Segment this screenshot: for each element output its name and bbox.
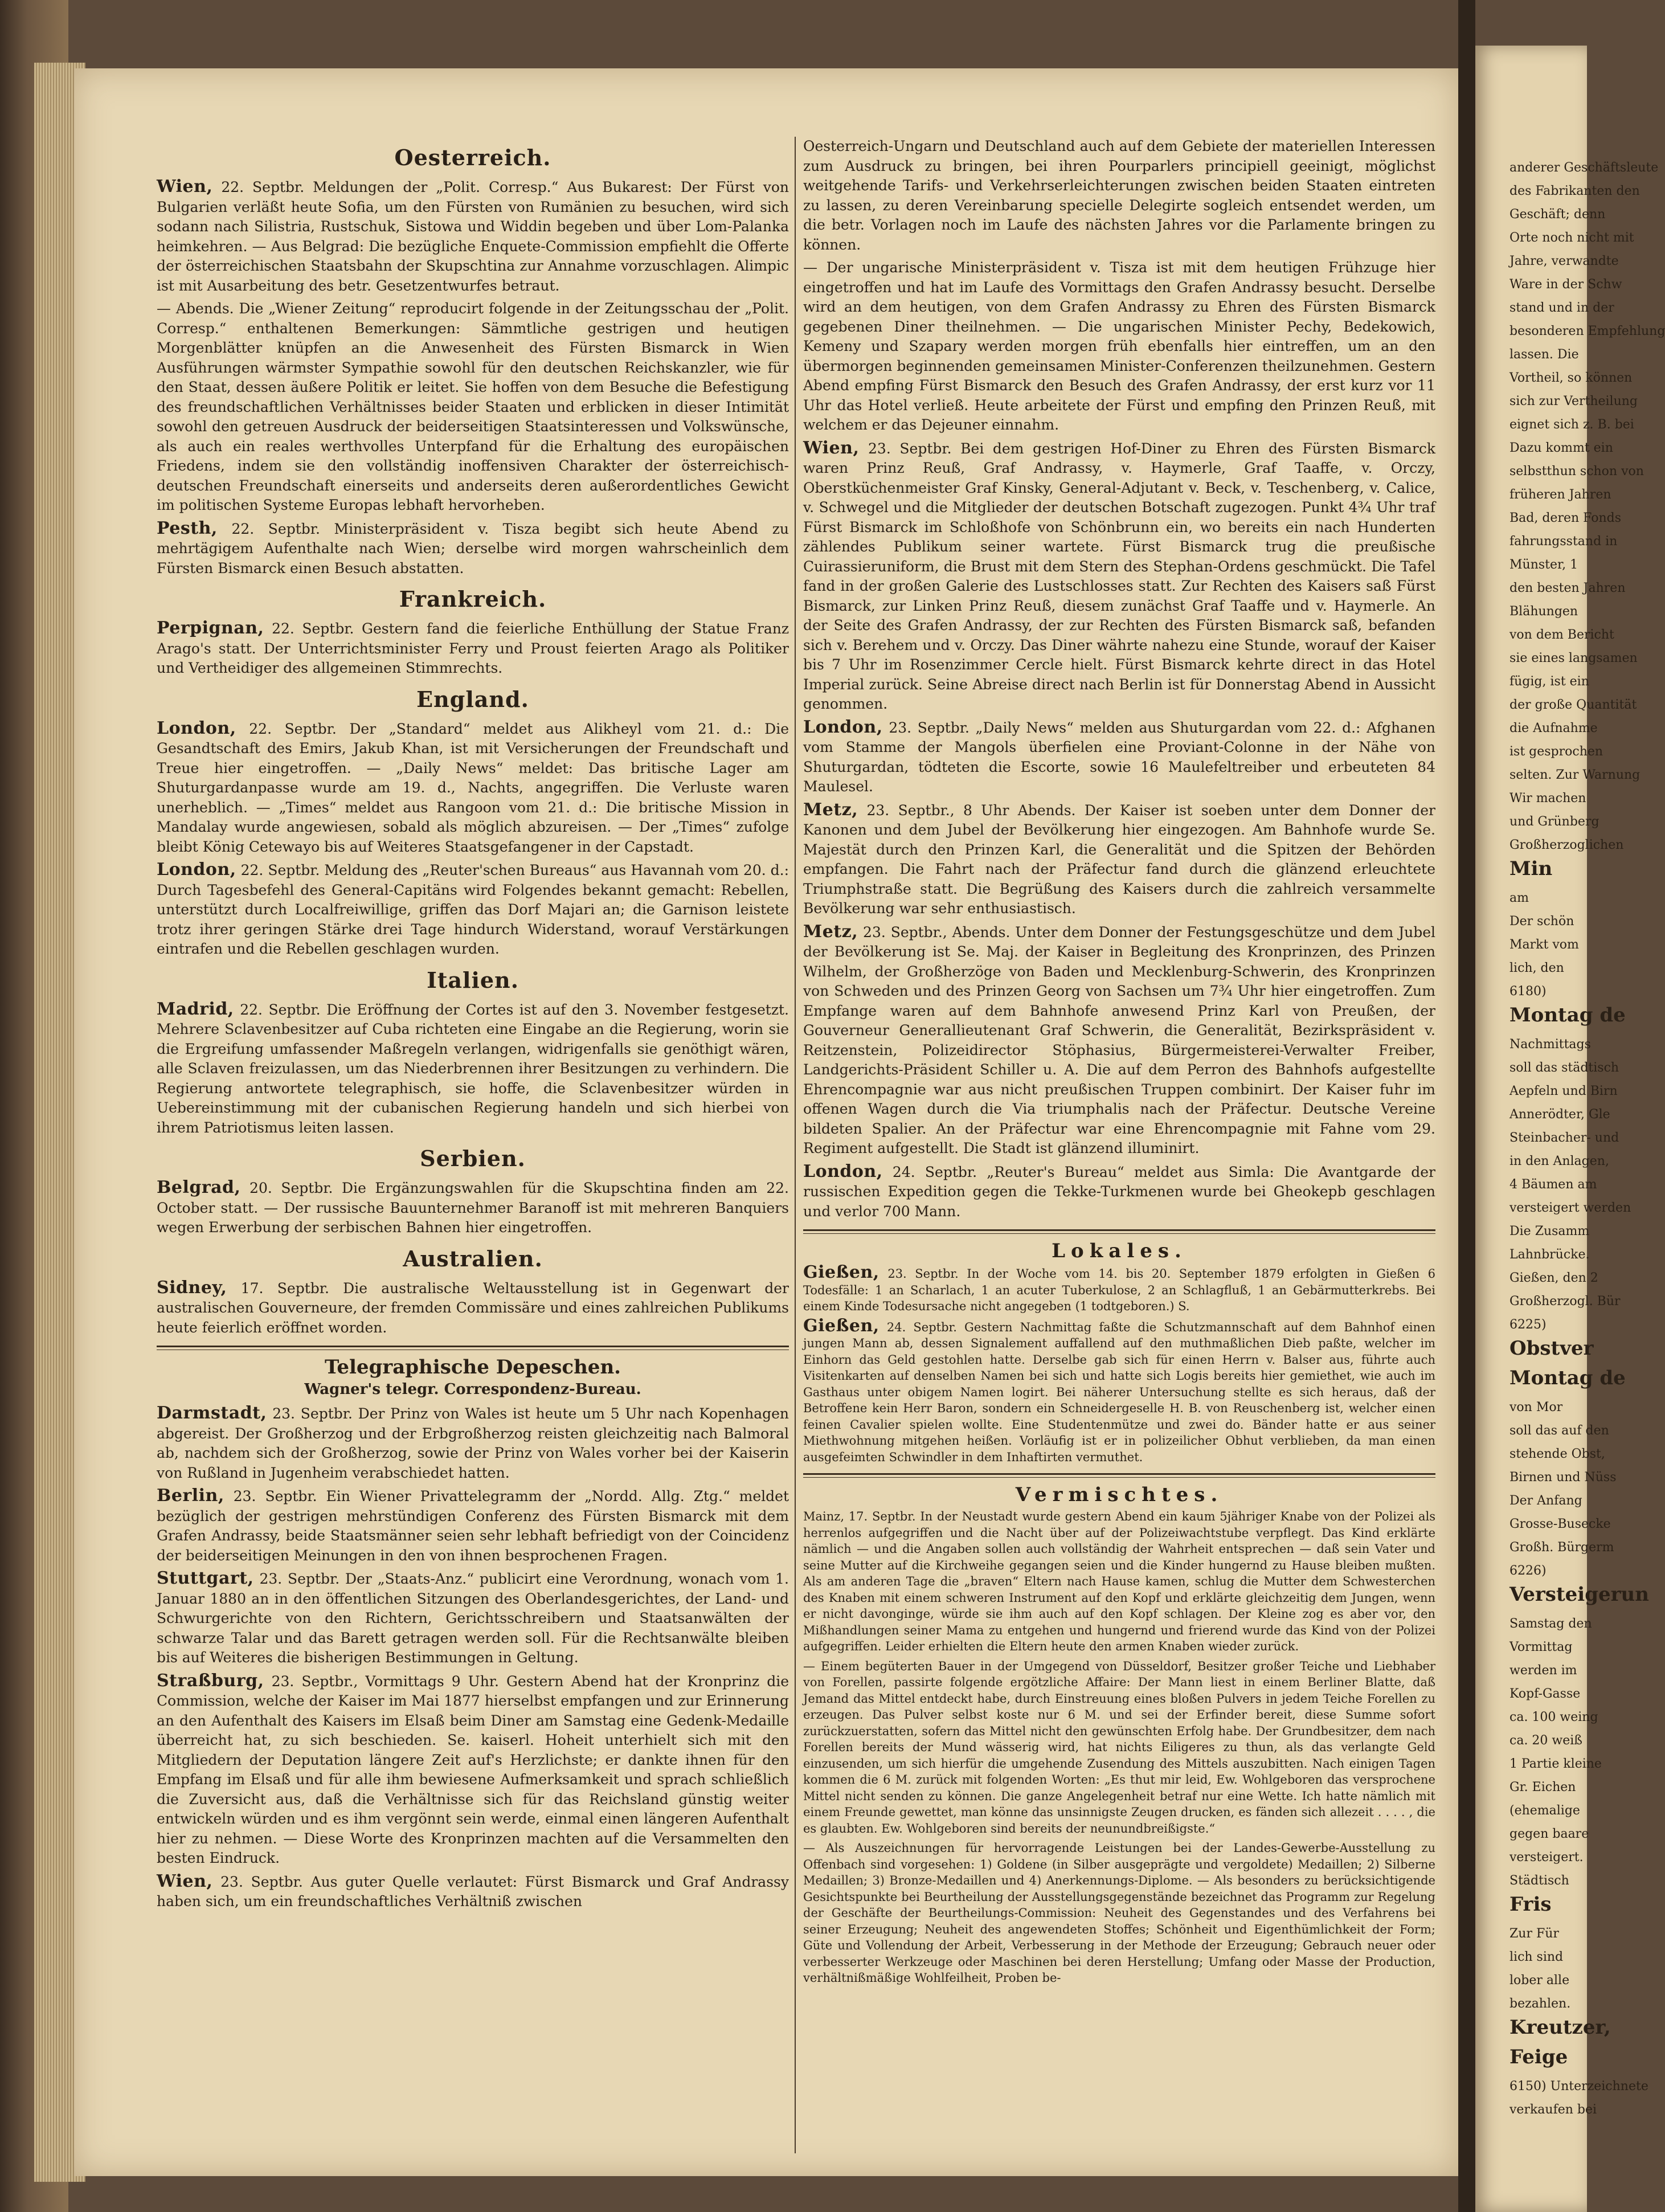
adjacent-page-fragment: Markt vom — [1509, 938, 1579, 952]
article-giessen-1 — [803, 1262, 1435, 1315]
article-text: 22. Septbr. Gestern fand die feierliche Enthüllung der Statue Franz Arago's statt. Der Unterrichtsminister Ferry und Proust feierten Arago als Politiker und Vertheidiger des allgemeinen Stimmrechts. — [157, 620, 789, 676]
vermischtes-section — [803, 1508, 1435, 1986]
place-name: London, — [157, 718, 236, 738]
adjacent-page-fragment: Blähungen — [1509, 604, 1578, 619]
place-name: Gießen, — [803, 1315, 879, 1336]
article-text: 24. Septbr. Gestern Nachmittag faßte die Schutzmannschaft auf dem Bahnhof einen jungen Mann ab, dessen Signalement auffallend auf den muthmaßlichen Dieb paßte, welcher im Einhorn das Geld gestohlen hatte. Derselbe gab sich für einen Herrn v. Balser aus, führte auch Visitenkarten auf denselben Namen bei sich und hatte sich Logis bereits hier gemiethet, wie auch im Gasthaus unter obigem Namen logirt. Bei näherer Untersuchung stellte es sich heraus, daß der Betroffene kein Herr Baron, sondern ein Schneidergeselle H. B. von Reuschenberg ist, welcher einen feinen Cavalier spielen wollte. Eine Studentenmütze und zwei do. Bänder hatte er aus seiner Miethwohnung mitgehen heißen. Vorläufig ist er in polizeilicher Obhut verblieben, da man einen ausgefeimten Schwindler in dem Inhaftirten vermuthet. — [803, 1320, 1435, 1464]
article-madrid — [157, 1000, 789, 1138]
adjacent-page-fragment: 6225) — [1509, 1318, 1547, 1332]
article-perpignan — [157, 619, 789, 678]
adjacent-page-fragment: ist gesprochen — [1509, 745, 1603, 759]
adjacent-page-fragment: Ware in der Schw — [1509, 277, 1622, 292]
adjacent-page-fragment: in den Anlagen, — [1509, 1154, 1609, 1168]
heading-italien: Italien. — [427, 967, 519, 993]
adjacent-page-fragment: Feige — [1509, 2046, 1568, 2068]
article-wien-4 — [803, 439, 1435, 714]
place-name: Belgrad, — [157, 1177, 241, 1197]
article-strassburg — [157, 1671, 789, 1868]
article-text: 23. Septbr. Bei dem gestrigen Hof-Diner zu Ehren des Fürsten Bismarck waren Prinz Reuß, Graf Andrassy, v. Haymerle, Graf Taaffe, v. Orczy, Oberstküchenmeister Graf Kinsky, General-Adjutant v. Beck, v. Teschenberg, v. Calice, v. Schwegel und die Mitglieder der deutschen Botschaft zugezogen. Punkt 4¾ Uhr traf Fürst Bismarck im Schloßhofe von Schönbrunn ein, wo bereits ein nach Hunderten zählendes Publikum seiner wartete. Fürst Bismarck trug die preußische Cuirassieruniform, die Brust mit dem Stern des Stephan-Ordens geschmückt. Die Tafel fand in der großen Galerie des Lustschlosses statt. Zur Rechten des Kaisers saß Fürst Bismarck, zur Linken Prinz Reuß, diesem zunächst Graf Taaffe und v. Haymerle. An der Seite des Grafen Andrassy, der zur Rechten des Fürsten Bismarck saß, befanden sich v. Berehem und v. Orczy. Das Diner währte nahezu eine Stunde, worauf der Kaiser bis 7 Uhr im Rosenzimmer Cercle hielt. Fürst Bismarck kehrte direct in das Hotel Imperial zurück. Seine Abreise direct nach Berlin ist für Donnerstag Abend in Aussicht genommen. — [803, 440, 1435, 712]
adjacent-page-fragment: Bad, deren Fonds — [1509, 511, 1622, 525]
adjacent-page-fragment: lober alle — [1509, 1973, 1570, 1988]
adjacent-page-fragment: stand und in der — [1509, 301, 1614, 315]
article-london-2 — [157, 860, 789, 959]
place-name: Metz, — [803, 921, 858, 942]
left-column — [157, 137, 789, 1915]
adjacent-page-fragment: Großh. Bürgerm — [1509, 1540, 1614, 1555]
adjacent-page-fragment: Vormittag — [1509, 1640, 1573, 1654]
heading-england: England. — [416, 686, 529, 712]
article-london-3 — [803, 718, 1435, 797]
article-stuttgart — [157, 1569, 789, 1668]
adjacent-page-fragment: versteigert werden — [1509, 1201, 1631, 1215]
adjacent-page-fragment: der große Quantität — [1509, 698, 1637, 712]
adjacent-page-fragment: Kopf-Gasse — [1509, 1687, 1581, 1701]
article-text: 23. Septbr. „Daily News“ melden aus Shuturgardan vom 22. d.: Afghanen vom Stamme der Mangols überfielen eine Proviant-Colonne in der Nähe von Shuturgardan, tödteten die Escorte, sowie 16 Maulefeltreiber und erbeuteten 84 Maulesel. — [803, 719, 1435, 795]
adjacent-page-fragment: den besten Jahren — [1509, 581, 1626, 595]
place-name: London, — [803, 1161, 883, 1181]
article-text: 23. Septbr. Ein Wiener Privattelegramm der „Nordd. Allg. Ztg.“ meldet bezüglich der gestrigen mehrstündigen Conferenz des Fürsten Bismarck mit dem Grafen Andrassy, beide Staatsmänner seien sehr lebhaft befriedigt von der Coincidenz der beiderseitigen Meinungen in den von ihnen besprochenen Fragen. — [157, 1488, 789, 1564]
adjacent-page-fragment: Städtisch — [1509, 1874, 1569, 1888]
place-name: Metz, — [803, 799, 858, 820]
article-text: 22. Septbr. Die Eröffnung der Cortes ist auf den 3. November festgesetzt. Mehrere Sclavenbesitzer auf Cuba richteten eine Eingabe an die Regierung, worin sie die Ergreifung umfassender Maßregeln verlangen, widrigenfalls sie genöthigt wären, alle Sclaven freizulassen, um das Niederbrennen ihrer Besitzungen zu verhindern. Die Regierung antwortete telegraphisch, sie hoffe, die Sclavenbesitzer würden in Uebereinstimmung mit der cubanischen Regierung handeln und sich hierbei von ihrem Patriotismus leiten lassen. — [157, 1001, 789, 1136]
place-name: Darmstadt, — [157, 1403, 267, 1423]
adjacent-page-fragment: 4 Bäumen am — [1509, 1177, 1597, 1192]
adjacent-page-fragment: Die Zusamm — [1509, 1224, 1590, 1238]
adjacent-page-fragment: (ehemalige — [1509, 1804, 1580, 1818]
adjacent-page-fragment: Aepfeln und Birn — [1509, 1084, 1618, 1098]
article-london-1 — [157, 719, 789, 857]
adjacent-page-fragment: des Fabrikanten den — [1509, 184, 1640, 198]
article-offenbach: — Als Auszeichnungen für hervorragende Leistungen bei der Landes-Gewerbe-Ausstellung zu Offenbach sind vorgesehen: 1) Goldene (in Silber ausgeprägte und vergoldete) Medaillen; 2) Silberne Medaillen; 3) Bronze-Medaillen und 4) Anerkennungs-Diplome. — Als besonders zu berücksichtigende Gesichtspunkte bei Beurtheilung der Ausstellungsgegenstände bezeichnet das Programm zur Regelung der Geschäfte der Beurtheilungs-Commission: Neuheit des Gegenstandes und des Verfahrens bei seiner Erzeugung; Neuheit des angewendeten Stoffes; Schönheit und Eigenthümlichkeit der Form; Güte und Vollendung der Arbeit, Verbesserung in der Methode der Erzeugung; Gebrauch neuer oder verbesserter Werkzeuge oder Maschinen bei deren Herstellung; Umfang oder Masse der Production, verhältnißmäßige Wohlfeilheit, Proben be- — [803, 1841, 1435, 1985]
place-name: Perpignan, — [157, 618, 264, 638]
article-text: 22. Septbr. Ministerpräsident v. Tisza begibt sich heute Abend zu mehrtägigem Aufenthalte nach Wien; derselbe wird morgen wahrscheinlich dem Fürsten Bismarck einen Besuch abstatten. — [157, 520, 789, 576]
adjacent-page-fragment: Wir machen — [1509, 791, 1586, 806]
adjacent-page-fragment: von dem Bericht — [1509, 628, 1614, 642]
article-mainz: Mainz, 17. Septbr. In der Neustadt wurde gestern Abend ein kaum 5jähriger Knabe von der Polizei als herrenlos aufgegriffen und die Nacht über auf der Polizeiwachtstube verpflegt. Das Kind erklärte nämlich — und die Angaben sollen auch vollständig der Wahrheit entsprechen — daß sein Vater und seine Mutter auf die Kirchweihe gegangen seien und die Kinder hungernd zu Hause bleiben mußten. Als am anderen Tage die „braven“ Eltern nach Hause kamen, schlug die Mutter dem Schwesterchen des Knaben mit einem schweren Instrument auf den Kopf und erklärte gleichzeitig dem Jungen, wenn er nicht davonginge, würde sie ihm auch auf den Kopf schlagen. Der Kleine zog es aber vor, den Mißhandlungen seiner Mama zu entgehen und hungernd und frierend wurde das Kind von der Polizei aufgegriffen. Leider erhielten die Eltern heute den armen Knaben wieder zurück. — [803, 1510, 1435, 1653]
place-name: Wien, — [157, 1871, 213, 1891]
heading-telegraphische-depeschen: Telegraphische Depeschen. — [324, 1356, 621, 1379]
article-text: 23. Septbr., 8 Uhr Abends. Der Kaiser ist soeben unter dem Donner der Kanonen und dem Jubel der Bevölkerung hier eingezogen. Am Bahnhofe wurde Se. Majestät durch den Prinzen Karl, die Generalität und die Spitzen der Behörden empfangen. Die Fahrt nach der Präfectur fand durch die glänzend erleuchtete Triumphstraße statt. Die Begrüßung des Kaisers durch die zahlreich versammelte Bevölkerung war sehr enthusiastisch. — [803, 802, 1435, 917]
adjacent-page-fragment: lich, den — [1509, 961, 1564, 975]
adjacent-page-fragment: 6226) — [1509, 1564, 1547, 1578]
article-london-4 — [803, 1162, 1435, 1222]
place-name: Straßburg, — [157, 1670, 264, 1691]
place-name: Gießen, — [803, 1262, 879, 1282]
article-text: 22. Septbr. Meldungen der „Polit. Corresp.“ Aus Bukarest: Der Fürst von Bulgarien verläßt heute Sofia, um den Fürsten von Rumänien zu besuchen, wird sich sodann nach Silistria, Rustschuk, Sistowa und Widdin begeben und über Lom-Palanka heimkehren. — Aus Belgrad: Die bezügliche Enquete-Commission empfiehlt die Offerte der österreichischen Staatsbahn der Skupschtina zur Annahme vorzuschlagen. Alimpic ist mit Ausarbeitung des betr. Gesetzentwurfes betraut. — [157, 179, 789, 294]
adjacent-page-fragment: soll das städtisch — [1509, 1061, 1619, 1075]
place-name: Wien, — [803, 438, 860, 458]
adjacent-page-fragment: gegen baare — [1509, 1827, 1589, 1841]
article-wien-2: — Abends. Die „Wiener Zeitung“ reproducirt folgende in der Zeitungsschau der „Polit. Corresp.“ enthaltenen Bemerkungen: Sämmtliche gestrigen und heutigen Morgenblätter knüpfen an die Anwesenheit des Fürsten Bismarck in Wien Ausführungen wärmster Sympathie sowohl für den deutschen Reichskanzler, wie für den Staat, dessen äußere Politik er leitet. Sie hoffen von dem Besuche die Befestigung des freundschaftlichen Verhältnisses beider Staaten und erblicken in dieser Intimität sowohl den getreuen Ausdruck der beiderseitigen Staatsinteressen und Volkswünsche, als auch ein reales werthvolles Unterpfand für die Erhaltung des europäischen Friedens, indem sie den vollständig inoffensiven Charakter der österreichisch-deutschen Freundschaft einerseits und anderseits deren außerordentliches Gewicht im politischen Systeme Europas lebhaft hervorheben. — [157, 300, 789, 513]
adjacent-page-fragment: Annerödter, Gle — [1509, 1107, 1610, 1122]
section-divider — [803, 1229, 1435, 1234]
column-rule — [795, 137, 796, 2153]
place-name: Madrid, — [157, 999, 234, 1019]
adjacent-page-fragment: selten. Zur Warnung — [1509, 768, 1641, 782]
adjacent-page-fragment: Großherzogl. Bür — [1509, 1294, 1621, 1309]
place-name: London, — [157, 860, 236, 880]
article-giessen-2 — [803, 1315, 1435, 1466]
adjacent-page-fragment: selbstthun schon von — [1509, 464, 1644, 479]
adjacent-page-fragment: am — [1509, 891, 1529, 905]
adjacent-page-edge — [1475, 46, 1665, 2212]
article-pesth — [157, 519, 789, 579]
adjacent-page-fragment: und Grünberg — [1509, 815, 1599, 829]
adjacent-page-fragment: früheren Jahren — [1509, 488, 1611, 502]
adjacent-page-fragment: die Aufnahme — [1509, 721, 1598, 735]
place-name: Wien, — [157, 177, 213, 197]
article-sidney — [157, 1278, 789, 1338]
adjacent-page-fragment: Nachmittags — [1509, 1037, 1591, 1052]
adjacent-page-fragment: 6180) — [1509, 984, 1547, 999]
heading-australien: Australien. — [403, 1245, 543, 1271]
adjacent-page-fragment: Großherzoglichen — [1509, 838, 1624, 852]
adjacent-page-fragment: Montag de — [1509, 1367, 1626, 1389]
article-text: 23. Septbr. Aus guter Quelle verlautet: Fürst Bismarck und Graf Andrassy haben sich, um ein freundschaftliches Verhältniß zwischen — [157, 1873, 789, 1910]
adjacent-page-fragment: Der Anfang — [1509, 1494, 1582, 1508]
article-text: 22. Septbr. Meldung des „Reuter'schen Bureaus“ aus Havannah vom 20. d.: Durch Tagesbefehl des General-Capitäns wird Folgendes bekannt gemacht: Rebellen, unterstützt durch Localfreiwillige, griffen das Dorf Majari an; die Garnison leistete trotz ihrer geringen Stärke drei Tage hindurch Widerstand, worauf Verstärkungen eintrafen und die Rebellen geschlagen wurden. — [157, 862, 789, 957]
adjacent-page-fragment: besonderen Empfehlung — [1509, 324, 1665, 338]
adjacent-page-fragment: fahrungsstand in — [1509, 534, 1618, 549]
adjacent-page-fragment: lassen. Die — [1509, 347, 1579, 362]
adjacent-page-fragment: Geschäft; denn — [1509, 207, 1606, 222]
article-wien-continued: Oesterreich-Ungarn und Deutschland auch auf dem Gebiete der materiellen Interessen zum Ausdruck zu bringen, bei ihren Pourparlers principiell geeinigt, möglichst weitgehende Tarifs- und Verkehrserleichterungen zwischen beiden Staaten eintreten zu lassen, zu deren Vereinbarung specielle Delegirte sogleich entsendet werden, um die betr. Vorlagen noch im Laufe des nächsten Jahres vor die Parlamente bringen zu können. — [803, 138, 1435, 253]
adjacent-page-fragment: versteigert. — [1509, 1850, 1584, 1865]
adjacent-page-fragment: Jahre, verwandte — [1509, 254, 1619, 268]
heading-oesterreich: Oesterreich. — [394, 145, 551, 170]
place-name: Stuttgart, — [157, 1568, 254, 1588]
article-text: 23. Septbr., Vormittags 9 Uhr. Gestern Abend hat der Kronprinz die Commission, welche der Kaiser im Mai 1877 hierselbst empfangen und zur Erinnerung an den Aufenthalt des Kaisers im Elsaß beim Diner am Samstag eine Gedenk-Medaille überreicht hat, zu sich beschieden. Se. kaiserl. Hoheit unterhielt sich mit den Mitgliedern der Deputation längere Zeit auf's Herzlichste; er dankte ihnen für den Empfang im Elsaß und für alle ihm bewiesene Aufmerksamkeit und sprach schließlich die Zuversicht aus, daß die Verhältnisse sich für das Reichsland günstig weiter entwickeln würden und es ihm vergönnt sein werde, einmal einen längeren Aufenthalt hier zu nehmen. — Diese Worte des Kronprinzen machten auf die Versammelten den besten Eindruck. — [157, 1673, 789, 1866]
adjacent-page-fragment: bezahlen. — [1509, 1997, 1571, 2011]
article-darmstadt — [157, 1404, 789, 1483]
adjacent-page-fragment: sich zur Vertheilung — [1509, 394, 1638, 408]
adjacent-page-fragment: stehende Obst, — [1509, 1447, 1605, 1461]
adjacent-page-fragment: Montag de — [1509, 1004, 1626, 1027]
adjacent-page-fragment: ca. 20 weiß — [1509, 1733, 1582, 1748]
article-text: 24. Septbr. „Reuter's Bureau“ meldet aus Simla: Die Avantgarde der russischen Expedition gegen die Tekke-Turkmenen wurde bei Gheokepb geschlagen und verlor 700 Mann. — [803, 1163, 1435, 1220]
adjacent-page-fragment: werden im — [1509, 1663, 1577, 1678]
article-text: 22. Septbr. Der „Standard“ meldet aus Alikheyl vom 21. d.: Die Gesandtschaft des Emirs, Jakub Khan, ist mit Versicherungen der Freundschaft und Treue hier eingetroffen. — „Daily News“ meldet: Das britische Lager am Shuturgardanpasse wurde am 19. d., Nachts, angegriffen. Die Verluste waren unerheblich. — „Times“ meldet aus Rangoon vom 21. d.: Die britische Mission in Mandalay wurde angewiesen, sobald als möglich abzureisen. — Der „Times“ zufolge bleibt König Cetewayo bis auf Weiteres Staatsgefangener in der Capstadt. — [157, 720, 789, 855]
adjacent-page-fragment: sie eines langsamen — [1509, 651, 1638, 665]
heading-lokales: Lokales. — [1052, 1240, 1187, 1262]
article-text: 23. Septbr. Der Prinz von Wales ist heute um 5 Uhr nach Kopenhagen abgereist. Der Großherzog und der Erbgroßherzog reisten gleichzeitig nach Balmoral ab, nachdem sich der Großherzog, sowie der Prinz von Wales vorher bei der Kaiserin von Rußland in Jugenheim verabschiedet hatten. — [157, 1405, 789, 1481]
adjacent-page-fragment: lich sind — [1509, 1950, 1564, 1964]
adjacent-page-fragment: Steinbacher- und — [1509, 1131, 1619, 1145]
adjacent-page-fragment: 1 Partie kleine — [1509, 1757, 1602, 1771]
adjacent-page-fragment: Zur Für — [1509, 1927, 1559, 1941]
adjacent-page-fragment: Grosse-Busecke — [1509, 1517, 1611, 1531]
article-metz-1 — [803, 800, 1435, 919]
heading-frankreich: Frankreich. — [399, 586, 547, 612]
place-name: Pesth, — [157, 518, 218, 538]
place-name: Sidney, — [157, 1277, 227, 1298]
section-divider — [157, 1346, 789, 1350]
adjacent-page-fragment: 6150) Unterzeichnete — [1509, 2079, 1648, 2094]
newspaper-page — [74, 68, 1458, 2176]
article-wien-3 — [157, 1872, 789, 1912]
adjacent-page-fragment: Vortheil, so können — [1509, 371, 1633, 385]
section-divider — [803, 1473, 1435, 1478]
adjacent-page-fragment: Versteigerun — [1509, 1583, 1649, 1606]
adjacent-page-fragment: Obstver — [1509, 1337, 1594, 1360]
heading-serbien: Serbien. — [420, 1146, 526, 1171]
right-column — [803, 137, 1435, 1990]
article-text: 23. Septbr. In der Woche vom 14. bis 20. September 1879 erfolgten in Gießen 6 Todesfälle: 1 an Scharlach, 1 an acuter Tuberkulose, 2 an Schlagfluß, 1 an Gebärmutterkrebs. Bei einem Kinde Todesursache nicht angegeben (1 todtgeboren.) S. — [803, 1267, 1435, 1313]
article-text: 23. Septbr., Abends. Unter dem Donner der Festungsgeschütze und dem Jubel der Bevölkerung ist Se. Maj. der Kaiser in Begleitung des Kronprinzen, des Prinzen Wilhelm, der Großherzöge von Baden und Mecklenburg-Schwerin, des Kronprinzen von Schweden und des Prinzen Georg von Sachsen um 7¾ Uhr hier eingetroffen. Zum Empfange waren auf dem Bahnhofe anwesend Prinz Karl von Preußen, der Gouverneur Generallieutenant Graf Schwerin, die Generalität, Bezirkspräsident v. Reitzenstein, Polizeidirector Stöphasius, Bürgermeisterei-Verwalter Freiber, Landgerichts-Präsident Schiller u. A. Die auf dem Perron des Bahnhofs aufgestellte Ehrencompagnie war aus nicht preußischen Truppen combinirt. Der Kaiser fuhr im offenen Wagen durch die Via triumphalis nach der Präfectur. Deutsche Vereine bildeten Spalier. An der Präfectur war eine Ehrencompagnie mit Fahne vom 29. Regiment aufgestellt. Die Stadt ist glänzend illuminirt. — [803, 923, 1435, 1156]
article-wien-1 — [157, 177, 789, 296]
lokales-section — [803, 1262, 1435, 1465]
adjacent-page-fragment: Gr. Eichen — [1509, 1780, 1576, 1794]
article-tisza: — Der ungarische Ministerpräsident v. Tisza ist mit dem heutigen Frühzuge hier eingetroffen und hat im Laufe des Vormittags den Grafen Andrassy besucht. Derselbe wird an dem heutigen, von dem Grafen Andrassy zu Ehren des Fürsten Bismarck gegebenen Diner theilnehmen. — Die ungarischen Minister Pechy, Bedekowich, Kemeny und Szapary werden morgen früh ebenfalls hier eintreffen, um an den übermorgen beginnenden gemeinsamen Minister-Conferenzen theilzunehmen. Gestern Abend empfing Fürst Bismarck den Besuch des Grafen Andrassy, der erst kurz vor 11 Uhr das Hotel verließ. Heute arbeitete der Fürst und empfing den Prinzen Reuß, mit welchem er das Dejeuner einnahm. — [803, 259, 1435, 433]
adjacent-page-fragment: Kreutzer, — [1509, 2016, 1611, 2039]
adjacent-page-fragment: Orte noch nicht mit — [1509, 231, 1634, 245]
adjacent-page-fragment: eignet sich z. B. bei — [1509, 418, 1634, 432]
adjacent-page-fragment: Samstag den — [1509, 1617, 1592, 1631]
article-metz-2 — [803, 922, 1435, 1159]
adjacent-page-fragment: fügig, ist ein — [1509, 674, 1589, 689]
article-text: 23. Septbr. Der „Staats-Anz.“ publicirt eine Verordnung, wonach vom 1. Januar 1880 an in den öffentlichen Sitzungen des Oberlandesgerichtes, der Land- und Schwurgerichte von den Richtern, Gerichtsschreibern und Staatsanwälten der schwarze Talar und das Barett getragen werden soll. Für die Rechtsanwälte bleiben bis auf Weiteres die bisherigen Bestimmungen in Geltung. — [157, 1571, 789, 1666]
adjacent-page-fragment: Min — [1509, 857, 1553, 880]
heading-vermischtes: Vermischtes. — [1015, 1483, 1224, 1506]
article-text: 17. Septbr. Die australische Weltausstellung ist in Gegenwart der australischen Gouverneure, der fremden Commissäre und eines zahlreichen Publikums heute feierlich eröffnet worden. — [157, 1279, 789, 1336]
place-name: Berlin, — [157, 1486, 224, 1506]
adjacent-page-fragment: Birnen und Nüss — [1509, 1470, 1617, 1485]
adjacent-page-fragment: Gießen, den 2 — [1509, 1271, 1598, 1285]
page-gutter — [1458, 0, 1475, 2212]
adjacent-page-fragment: Münster, 1 — [1509, 558, 1578, 572]
adjacent-page-fragment: Dazu kommt ein — [1509, 441, 1613, 455]
article-berlin — [157, 1486, 789, 1565]
article-belgrad — [157, 1178, 789, 1238]
adjacent-page-fragment: Lahnbrücke. — [1509, 1248, 1590, 1262]
adjacent-page-fragment: soll das auf den — [1509, 1424, 1609, 1438]
adjacent-page-fragment: von Mor — [1509, 1400, 1563, 1414]
adjacent-page-fragment: anderer Geschäftsleute — [1509, 161, 1659, 175]
adjacent-page-fragment: Der schön — [1509, 914, 1574, 929]
subheading-wagner-bureau: Wagner's telegr. Correspondenz-Bureau. — [304, 1381, 641, 1398]
place-name: London, — [803, 717, 883, 737]
adjacent-page-fragment: ca. 100 weing — [1509, 1710, 1598, 1724]
adjacent-page-fragment: verkaufen bei — [1509, 2103, 1597, 2117]
article-text: 20. Septbr. Die Ergänzungswahlen für die Skupschtina finden am 22. October statt. — Der russische Bauunternehmer Baranoff ist mit mehreren Banquiers wegen Erwerbung der serbischen Bahnen hier eingetroffen. — [157, 1180, 789, 1236]
article-duesseldorf: — Einem begüterten Bauer in der Umgegend von Düsseldorf, Besitzer großer Teiche und Liebhaber von Forellen, passirte folgende ergötzliche Affaire: Der Mann liest in einem Berliner Blatte, daß Jemand das Mittel entdeckt habe, durch Einstreuung eines bloßen Pulvers in jedem Teiche Forellen zu erzeugen. Das Pulver selbst koste nur 6 M. und sei der Erfinder bereit, diese Summe sofort zurückzuerstatten, sofern das Mittel nicht den gewünschten Erfolg habe. Der Grundbesitzer, dem nach Forellen bereits der Mund wässerig wird, hat nichts Eiligeres zu thun, als das verlangte Geld einzusenden, um sich hierfür die umgehende Zusendung des Mittels auszubitten. Nach einigen Tagen kommen die 6 M. zurück mit folgenden Worten: „Es thut mir leid, Ew. Wohlgeboren das versprochene Mittel nicht senden zu können. Die ganze Angelegenheit betraf nur eine Wette. Ich hatte nämlich mit einem Freunde gewettet, man könne das unsinnigste Zeugen drucken, es fänden sich allezeit . . . . , die es glaubten. Ew. Wohlgeboren sind bereits der neunundbreißigste.“ — [803, 1659, 1435, 1835]
adjacent-page-fragment: Fris — [1509, 1893, 1552, 1916]
